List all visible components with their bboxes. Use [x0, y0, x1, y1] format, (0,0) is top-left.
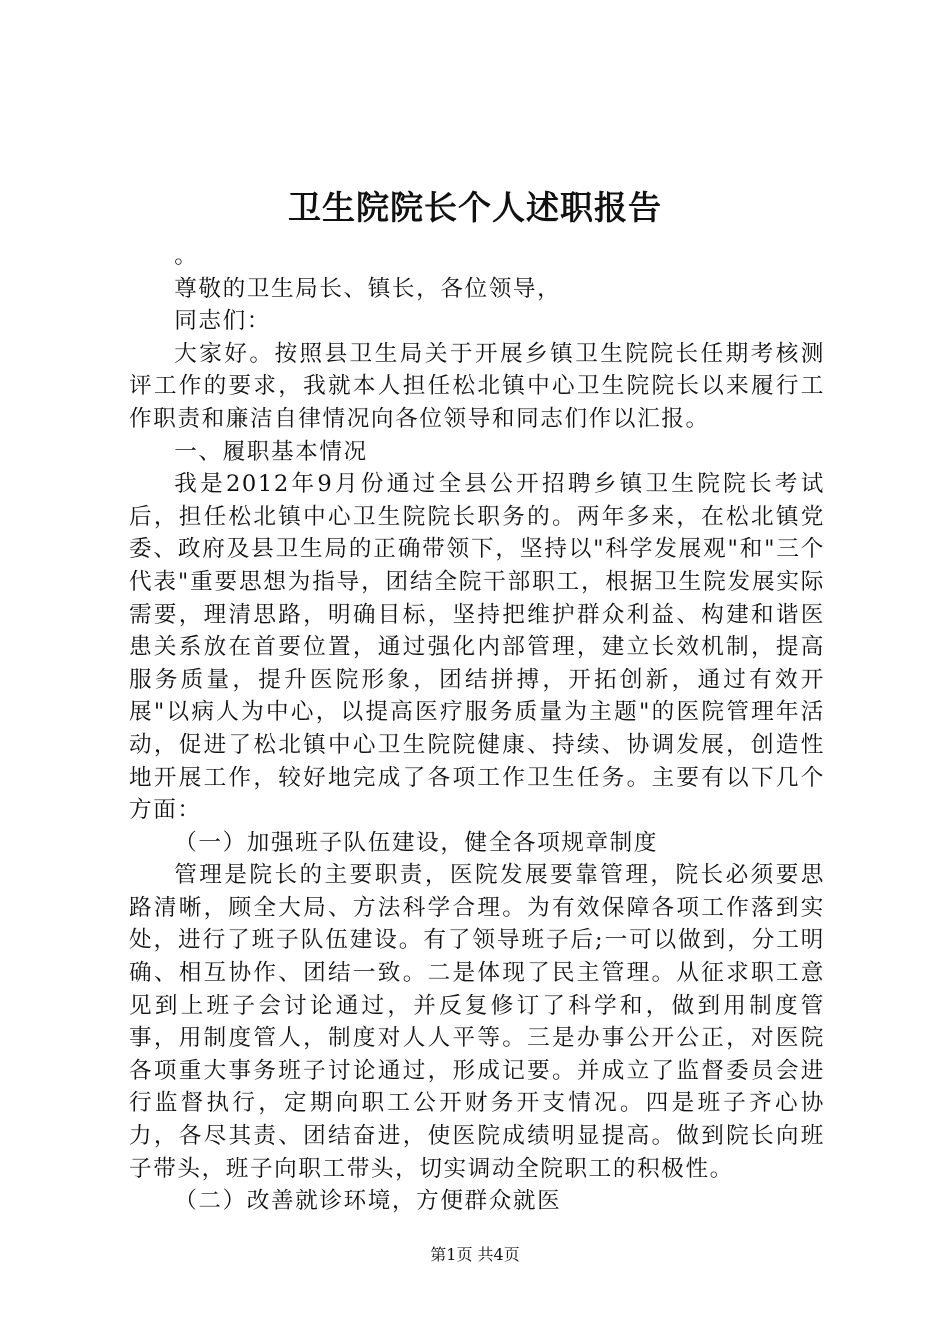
section-1-paragraph: 我是2012年9月份通过全县公开招聘乡镇卫生院院长考试后，担任松北镇中心卫生院院长职务的。两年多来，在松北镇党委、政府及县卫生局的正确带领下，坚持以"科学发展观"和"三个代表"重要思想为指导，团结全院干部职工，根据卫生院发展实际需要，理清思路，明确目标，坚持把维护群众利益、构建和谐医患关系放在首要位置，通过强化内部管理，建立长效机制，提高服务质量，提升医院形象，团结拼搏，开拓创新，通过有效开展"以病人为中心，以提高医疗服务质量为主题"的医院管理年活动，促进了松北镇中心卫生院院健康、持续、协调发展，创造性地开展工作，较好地完成了各项工作卫生任务。主要有以下几个方面： — [129, 471, 825, 824]
section-heading-1: 一、履职基本情况 — [174, 438, 368, 465]
document-body — [129, 240, 825, 1218]
salutation-comrades: 同志们： — [174, 308, 271, 335]
subsection-heading-1: （一）加强班子队伍建设，健全各项规章制度 — [174, 829, 659, 856]
subsection-heading-2: （二）改善就诊环境，方便群众就医 — [174, 1188, 562, 1215]
salutation: 尊敬的卫生局长、镇长，各位领导， — [174, 275, 562, 302]
page-footer: 第1页 共4页 — [430, 1245, 520, 1264]
intro-paragraph: 大家好。按照县卫生局关于开展乡镇卫生院院长任期考核测评工作的要求，我就本人担任松北镇中心卫生院院长以来履行工作职责和廉洁自律情况向各位领导和同志们作以汇报。 — [129, 340, 825, 432]
subsection-1-paragraph: 管理是院长的主要职责，医院发展要靠管理，院长必须要思路清晰，顾全大局、方法科学合理。为有效保障各项工作落到实处，进行了班子队伍建设。有了领导班子后;一可以做到，分工明确、相互协作、团结一致。二是体现了民主管理。从征求职工意见到上班子会讨论通过，并反复修订了科学和，做到用制度管事，用制度管人，制度对人人平等。三是办事公开公正，对医院各项重大事务班子讨论通过，形成记要。并成立了监督委员会进行监督执行，定期向职工公开财务开支情况。四是班子齐心协力，各尽其责、团结奋进，使医院成绩明显提高。做到院长向班子带头，班子向职工带头，切实调动全院职工的积极性。 — [129, 862, 825, 1182]
paragraph-mark: 。 — [174, 243, 199, 269]
document-title: 卫生院院长个人述职报告 — [288, 188, 662, 227]
